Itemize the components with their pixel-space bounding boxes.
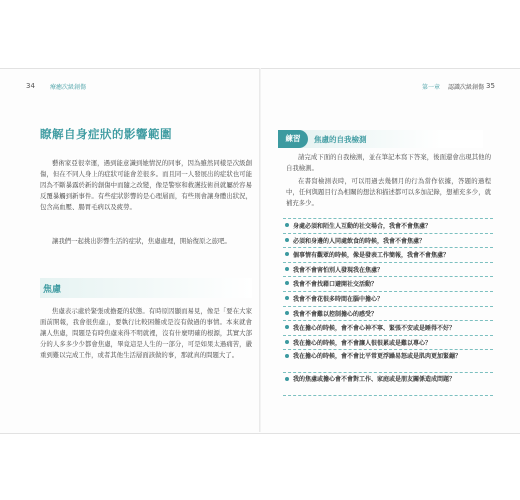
right-running-header-chapter: 第一章	[422, 84, 441, 91]
bullet-icon	[285, 238, 289, 242]
checklist-item: 身處必須和陌生人互動的社交場合，我會不會焦慮？	[283, 219, 493, 234]
bullet-icon	[285, 377, 289, 381]
right-page-number: 35	[486, 82, 495, 90]
section-heading-bar	[40, 278, 252, 298]
checklist-item: 必須和身邊的人同處飲食的時候，我會不會焦慮？	[283, 234, 493, 249]
checklist-item: 我在擔心的時候，會不會心神不寧、緊張不安或是睡得不好？	[283, 321, 493, 336]
left-page-number: 34	[26, 82, 35, 90]
checklist-item: 我在擔心的時候，會不會比平常更浮躁易怒或是肌肉更加緊繃？	[283, 350, 493, 373]
bullet-icon	[285, 296, 289, 300]
left-running-header: 療癒次級創傷	[50, 84, 87, 91]
checklist-item: 我會不會找藉口避開社交活動？	[283, 277, 493, 292]
bullet-icon	[285, 311, 289, 315]
checklist-item: 我在擔心的時候，會不會讓人很很累或是難以專心？	[283, 336, 493, 351]
section-heading: 焦慮	[43, 285, 62, 295]
exercise-title: 焦慮的自我檢測	[314, 135, 367, 144]
bullet-icon	[285, 223, 289, 227]
checklist-item: 個事情有觀眾的時候，像是發表工作簡報，我會不會焦慮？	[283, 248, 493, 263]
right-running-header-title: 認識次級創傷	[448, 84, 485, 91]
body-paragraph-1: 藝術家亞很幸運，遇到能意識到她情況的同事，因為雖然同樣是次級創傷，但在不同人身上的症狀可能會差很多。而且同一人發展出的症狀也可能因為不斷暴露於新的創傷中而隨之改變，像是警察和救護技術員就屬於容易反覆暴觸到新事件。有些症狀影響的是心理層面，有些則會讓身體出狀況，包含高血壓、腸胃毛病以及疲勞。	[40, 159, 252, 212]
checklist	[283, 218, 493, 396]
exercise-paragraph-1: 請完成下面的自我檢測，並在筆記本寫下答案，後面還會出現其他的自我檢測。	[286, 153, 491, 173]
bullet-icon	[285, 281, 289, 285]
bullet-icon	[285, 354, 289, 358]
page-title: 瞭解自身症狀的影響範圍	[40, 127, 172, 141]
checklist-item: 我會不會難以控制擔心的感受？	[283, 307, 493, 322]
checklist-item: 我會不會害怕別人發現我在焦慮？	[283, 263, 493, 278]
exercise-paragraph-2: 在書寫檢測表時，可以用過去幾個月的行為當作依據，答題的過程中，任何與題目行為相關的想法和描述都可以多加記錄，想補充多少，就補充多少。	[286, 177, 491, 208]
bullet-icon	[285, 267, 289, 271]
section-paragraph: 焦慮表示處於緊張或擔憂的狀態。有時原因顯而易見，像是「要在大家面前開報，我會很焦慮」，要執行比較困難或是沒有做過的事情。本來就會讓人焦慮，問題是有時焦慮來得不明就裡，沒有什麼明確的根源，其實大部分的人多多少少都會焦慮，畢竟這是人生的一部分，可是如果太過痛苦，嚴重到難以完成工作，或者其他生活層面該做的事，那就真的問題大了。	[40, 307, 252, 360]
bullet-icon	[285, 325, 289, 329]
exercise-tag: 練習	[278, 130, 308, 148]
exercise-title-bar	[278, 130, 483, 148]
book-gutter	[259, 68, 261, 432]
checklist-item: 我會不會花很多時間在腦中擔心？	[283, 292, 493, 307]
body-paragraph-2: 讓我們一起挑出影響生活的症狀，焦慮處理，開始復原之旅吧。	[52, 237, 231, 245]
checklist-item: 我的焦慮或擔心會不會對工作、家庭或是朋友關係造成問題？	[283, 373, 493, 396]
bullet-icon	[285, 252, 289, 256]
bullet-icon	[285, 340, 289, 344]
